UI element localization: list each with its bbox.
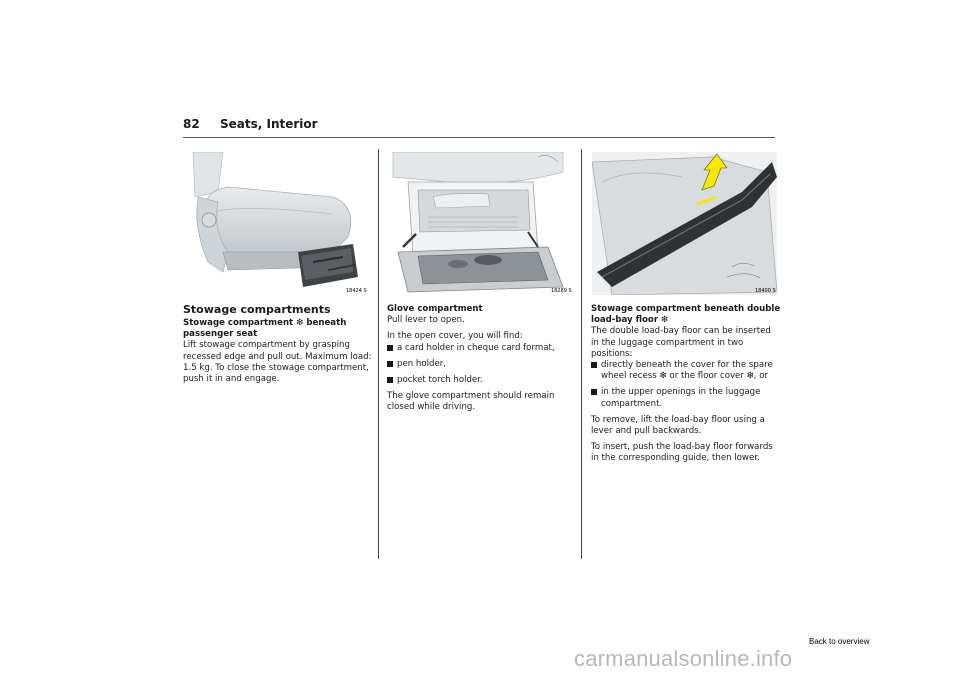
body-text: Pull lever to open.: [387, 315, 465, 326]
column-load-bay-floor: [591, 304, 781, 470]
list-item: directly beneath the cover for the spare wheel recess ❇ or the floor cover ❇, or: [591, 360, 781, 382]
glove-compartment-illustration: [388, 152, 573, 295]
subsection-heading: Glove compartment: [387, 304, 483, 314]
list-item: a card holder in cheque card format,: [387, 343, 577, 354]
column-glove-compartment: [387, 304, 577, 419]
bullet-square-icon: [387, 345, 393, 351]
column-seat-stowage: [183, 303, 373, 390]
body-text: The glove compartment should remain closed while driving.: [387, 391, 555, 413]
watermark: carmanualsonline.info: [574, 646, 793, 671]
column-divider: [581, 149, 582, 559]
back-to-overview-link[interactable]: Back to overview: [809, 637, 870, 646]
header-rule: [183, 137, 775, 138]
figure-code: 18424 S: [346, 288, 367, 294]
bullet-square-icon: [591, 389, 597, 395]
list-item: pocket torch holder.: [387, 375, 577, 386]
bullet-square-icon: [387, 361, 393, 367]
list-item: pen holder,: [387, 359, 577, 370]
figure-code: 18400 S: [755, 288, 776, 294]
seat-stowage-illustration: [183, 152, 368, 295]
subsection-heading: Stowage compartment beneath double load-bay floor ❇: [591, 304, 781, 326]
body-text: To remove, lift the load-bay floor using a lever and pull backwards.: [591, 414, 765, 437]
body-text: The double load-bay floor can be inserted in the luggage compartment in two positions:: [591, 326, 771, 359]
list-item: in the upper openings in the luggage compartment.: [591, 387, 781, 409]
body-text: In the open cover, you will find:: [387, 331, 523, 342]
bullet-square-icon: [591, 362, 597, 368]
load-bay-floor-illustration: [592, 152, 777, 295]
bullet-square-icon: [387, 377, 393, 383]
figure-code: 18289 S: [551, 288, 572, 294]
page-title: Seats, Interior: [220, 117, 318, 131]
subsection-heading: Stowage compartment ❇ beneath passenger seat: [183, 318, 347, 340]
body-text: Lift stowage compartment by grasping recessed edge and pull out. Maximum load: 1.5 kg. To close the stowage compartment, push it in and engage.: [183, 340, 372, 385]
body-text: To insert, push the load-bay floor forwards in the corresponding guide, then lower.: [591, 442, 773, 464]
column-divider: [378, 149, 379, 559]
section-heading: Stowage compartments: [183, 303, 331, 316]
page-number: 82: [183, 117, 200, 131]
